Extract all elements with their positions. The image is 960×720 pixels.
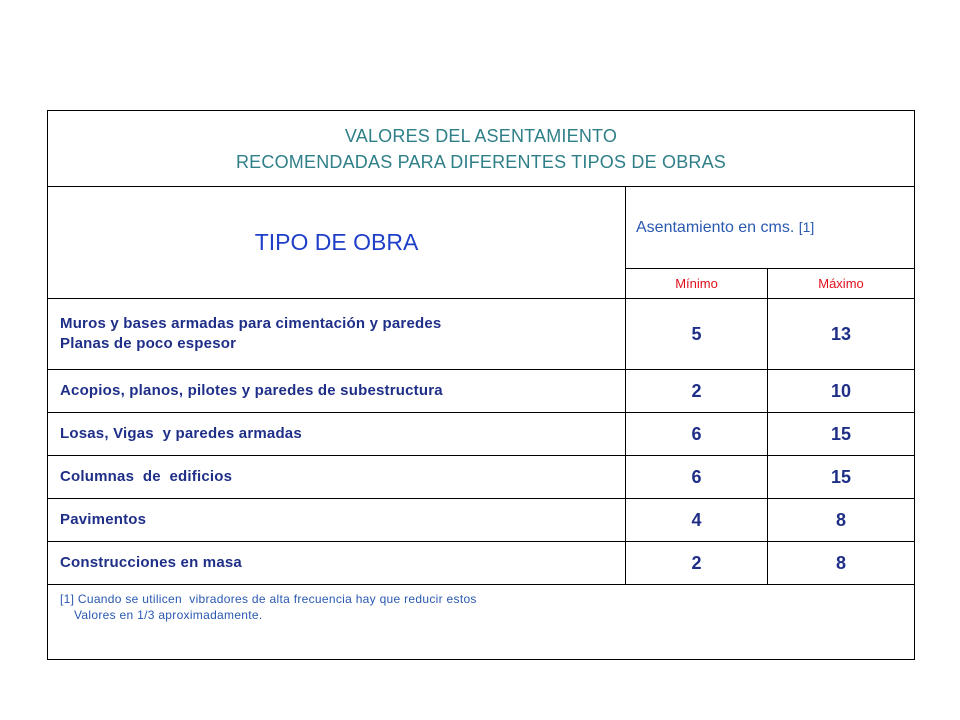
row-max-value: 8 <box>768 542 915 585</box>
table-title <box>48 111 915 187</box>
table-row <box>48 370 915 413</box>
row-max-value: 10 <box>768 370 915 413</box>
row-max-value: 15 <box>768 456 915 499</box>
row-min-value: 2 <box>626 542 768 585</box>
row-label: Construcciones en masa <box>48 542 626 585</box>
minimo-header: Mínimo <box>626 269 768 299</box>
title-line1: VALORES DEL ASENTAMIENTO <box>344 125 618 146</box>
footnote-line2: Valores en 1/3 aproximadamente. <box>74 608 263 622</box>
table-row <box>48 456 915 499</box>
table-row <box>48 299 915 370</box>
title-row <box>48 111 915 187</box>
row-label <box>48 299 626 370</box>
row-label: Losas, Vigas y paredes armadas <box>48 413 626 456</box>
table-row <box>48 499 915 542</box>
footnote-line1: [1] Cuando se utilicen vibradores de alta frecuencia hay que reducir estos <box>60 592 477 606</box>
note-row <box>48 585 915 660</box>
row-min-value: 5 <box>626 299 768 370</box>
row-min-value: 2 <box>626 370 768 413</box>
asentamiento-table <box>47 110 915 660</box>
row-min-value: 4 <box>626 499 768 542</box>
row-max-value: 13 <box>768 299 915 370</box>
row-max-value: 8 <box>768 499 915 542</box>
row-min-value: 6 <box>626 413 768 456</box>
footnote <box>48 585 915 660</box>
row-label-line2: Planas de poco espesor <box>60 335 237 352</box>
table-row <box>48 413 915 456</box>
table-row <box>48 542 915 585</box>
row-min-value: 6 <box>626 456 768 499</box>
title-line2: RECOMENDADAS PARA DIFERENTES TIPOS DE OBRAS <box>235 151 727 172</box>
maximo-header: Máximo <box>768 269 915 299</box>
row-label: Acopios, planos, pilotes y paredes de subestructura <box>48 370 626 413</box>
asentamiento-ref: [1] <box>798 218 815 235</box>
row-label: Pavimentos <box>48 499 626 542</box>
asentamiento-header <box>626 187 915 269</box>
tipo-de-obra-header: TIPO DE OBRA <box>48 187 626 299</box>
row-max-value: 15 <box>768 413 915 456</box>
asentamiento-label: Asentamiento en cms. <box>636 218 795 236</box>
header-row <box>48 187 915 269</box>
row-label-line1: Muros y bases armadas para cimentación y paredes <box>60 315 442 332</box>
row-label: Columnas de edificios <box>48 456 626 499</box>
